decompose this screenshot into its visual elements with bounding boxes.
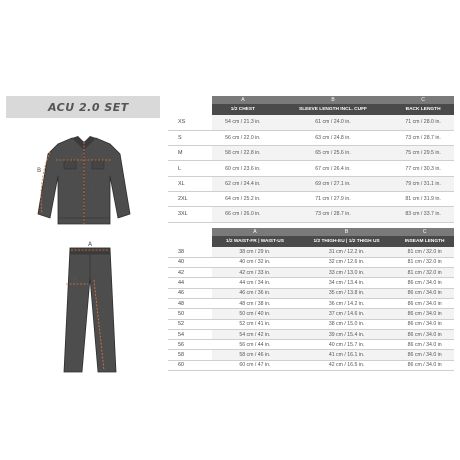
table-cell: 60 cm / 47 in. — [212, 360, 298, 370]
table-row — [168, 360, 454, 370]
table-cell: 54 cm / 42 in. — [212, 329, 298, 339]
table-row — [168, 146, 454, 161]
size-label: 3XL — [168, 207, 212, 222]
table-row — [168, 298, 454, 308]
table-cell: 66 cm / 26.0 in. — [212, 207, 274, 222]
table-cell: 81 cm / 31.9 in. — [392, 191, 454, 206]
table-cell: 81 cm / 32.0 in — [395, 247, 454, 257]
pants-marker-a: A — [88, 241, 93, 248]
table-row — [168, 268, 454, 278]
table-row — [168, 247, 454, 257]
size-label: 44 — [168, 278, 212, 288]
table-cell: 35 cm / 13.8 in. — [298, 288, 396, 298]
table-cell: 32 cm / 12.6 in. — [298, 257, 396, 267]
table-cell: 73 cm / 28.7 in. — [392, 130, 454, 145]
column-letter: C — [395, 228, 454, 236]
table-cell: 50 cm / 40 in. — [212, 309, 298, 319]
table-cell: 58 cm / 46 in. — [212, 350, 298, 360]
title-banner — [6, 96, 160, 118]
pants-marker-c: C — [103, 309, 108, 316]
jacket-size-table — [168, 96, 454, 223]
column-letter: A — [212, 96, 274, 104]
table-row — [168, 115, 454, 130]
table-cell: 33 cm / 13.0 in. — [298, 268, 396, 278]
table-cell: 64 cm / 25.2 in. — [212, 191, 274, 206]
column-header: BACK LENGTH — [392, 104, 454, 115]
table-cell: 62 cm / 24.4 in. — [212, 176, 274, 191]
table-cell: 79 cm / 31.1 in. — [392, 176, 454, 191]
column-header: 1/2 THIGH-EU | 1/2 THIGH US — [298, 236, 396, 247]
column-letter: B — [298, 228, 396, 236]
table-row — [168, 130, 454, 145]
table-cell: 42 cm / 16.5 in. — [298, 360, 396, 370]
size-label: 58 — [168, 350, 212, 360]
column-letter: C — [392, 96, 454, 104]
size-label: 46 — [168, 288, 212, 298]
table-row — [168, 191, 454, 206]
column-header: 1/2 WAIST-FR | WAIST-US — [212, 236, 298, 247]
table-cell: 75 cm / 29.5 in. — [392, 146, 454, 161]
table-cell: 86 cm / 34.0 in — [395, 360, 454, 370]
table-row — [168, 340, 454, 350]
table-cell: 77 cm / 30.3 in. — [392, 161, 454, 176]
table-cell: 56 cm / 22.0 in. — [212, 130, 274, 145]
table-row — [168, 309, 454, 319]
table-cell: 86 cm / 34.0 in — [395, 350, 454, 360]
table-cell: 44 cm / 34 in. — [212, 278, 298, 288]
table-row — [168, 319, 454, 329]
table-row — [168, 350, 454, 360]
table-cell: 86 cm / 34.0 in — [395, 319, 454, 329]
table-cell: 86 cm / 34.0 in — [395, 278, 454, 288]
table-cell: 39 cm / 15.4 in. — [298, 329, 396, 339]
table-cell: 52 cm / 41 in. — [212, 319, 298, 329]
table-cell: 40 cm / 15.7 in. — [298, 340, 396, 350]
column-header: INSEAM LENGTH — [395, 236, 454, 247]
table-row — [168, 161, 454, 176]
page-title: ACU 2.0 SET — [48, 100, 129, 114]
jacket-marker-b: B — [37, 167, 42, 174]
size-label: 60 — [168, 360, 212, 370]
size-label: 40 — [168, 257, 212, 267]
table-cell: 67 cm / 26.4 in. — [274, 161, 392, 176]
pants-illustration — [58, 238, 122, 376]
table-cell: 34 cm / 13.4 in. — [298, 278, 396, 288]
table-cell: 37 cm / 14.6 in. — [298, 309, 396, 319]
column-header: SLEEVE LENGTH INCL. CUFF — [274, 104, 392, 115]
table-cell: 41 cm / 16.1 in. — [298, 350, 396, 360]
size-label: L — [168, 161, 212, 176]
size-label: 42 — [168, 268, 212, 278]
jacket-marker-c: C — [90, 183, 95, 190]
size-label: 48 — [168, 298, 212, 308]
table-cell: 69 cm / 27.1 in. — [274, 176, 392, 191]
table-row — [168, 207, 454, 222]
table-cell: 71 cm / 28.0 in. — [392, 115, 454, 130]
table-row — [168, 176, 454, 191]
pants-marker-b: B — [73, 277, 78, 284]
table-cell: 46 cm / 36 in. — [212, 288, 298, 298]
table-cell: 58 cm / 22.8 in. — [212, 146, 274, 161]
table-cell: 86 cm / 34.0 in — [395, 329, 454, 339]
table-cell: 42 cm / 33 in. — [212, 268, 298, 278]
table-cell: 54 cm / 21.3 in. — [212, 115, 274, 130]
table-row — [168, 288, 454, 298]
size-label: XS — [168, 115, 212, 130]
size-label: 54 — [168, 329, 212, 339]
size-label: 2XL — [168, 191, 212, 206]
table-cell: 38 cm / 15.0 in. — [298, 319, 396, 329]
table-cell: 36 cm / 14.2 in. — [298, 298, 396, 308]
table-cell: 31 cm / 12.2 in. — [298, 247, 396, 257]
pants-size-table — [168, 228, 454, 371]
table-cell: 48 cm / 38 in. — [212, 298, 298, 308]
table-cell: 86 cm / 34.0 in — [395, 340, 454, 350]
jacket-illustration — [34, 130, 134, 230]
table-cell: 83 cm / 33.7 in. — [392, 207, 454, 222]
size-label: M — [168, 146, 212, 161]
table-cell: 81 cm / 32.0 in — [395, 257, 454, 267]
table-row — [168, 278, 454, 288]
column-letter: A — [212, 228, 298, 236]
size-label: S — [168, 130, 212, 145]
size-label: 38 — [168, 247, 212, 257]
size-label: XL — [168, 176, 212, 191]
table-row — [168, 329, 454, 339]
table-cell: 86 cm / 34.0 in — [395, 309, 454, 319]
column-header: 1/2 CHEST — [212, 104, 274, 115]
table-cell: 65 cm / 25.6 in. — [274, 146, 392, 161]
table-cell: 71 cm / 27.9 in. — [274, 191, 392, 206]
column-letter: B — [274, 96, 392, 104]
table-cell: 86 cm / 34.0 in — [395, 288, 454, 298]
table-cell: 38 cm / 29 in. — [212, 247, 298, 257]
table-cell: 86 cm / 34.0 in — [395, 298, 454, 308]
table-cell: 40 cm / 32 in. — [212, 257, 298, 267]
table-cell: 73 cm / 28.7 in. — [274, 207, 392, 222]
table-cell: 63 cm / 24.8 in. — [274, 130, 392, 145]
table-cell: 81 cm / 32.0 in — [395, 268, 454, 278]
table-cell: 56 cm / 44 in. — [212, 340, 298, 350]
jacket-marker-a: A — [80, 152, 85, 159]
size-label: 50 — [168, 309, 212, 319]
size-label: 52 — [168, 319, 212, 329]
size-label: 56 — [168, 340, 212, 350]
table-cell: 60 cm / 23.6 in. — [212, 161, 274, 176]
table-cell: 61 cm / 24.0 in. — [274, 115, 392, 130]
table-row — [168, 257, 454, 267]
